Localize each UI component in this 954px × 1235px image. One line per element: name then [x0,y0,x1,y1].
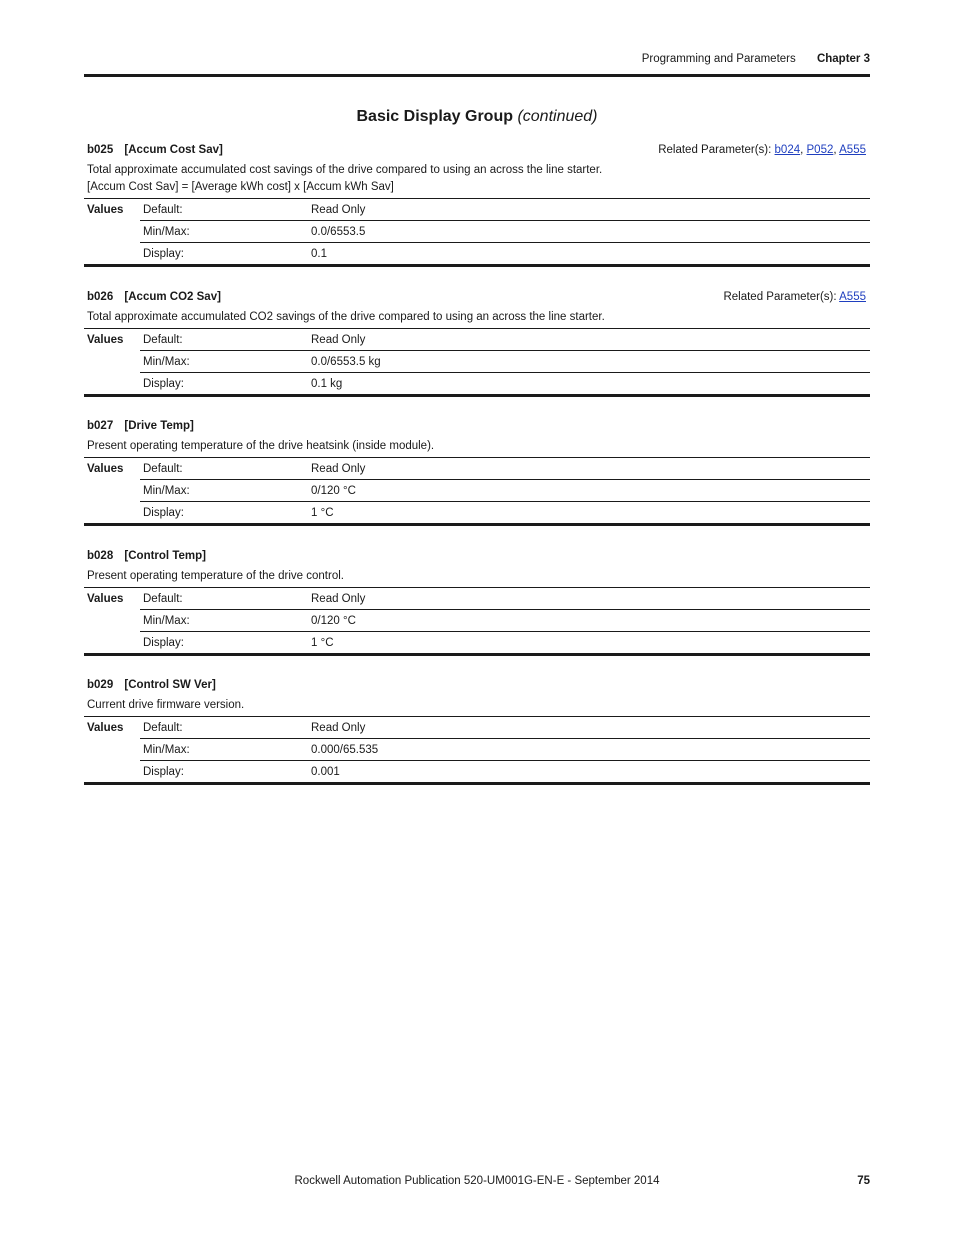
parameter-code: b028 [87,550,114,562]
table-row [84,373,870,396]
values-header: Values [84,588,140,610]
values-header: Values [84,329,140,351]
row-label: Display: [140,632,308,655]
description-line: Present operating temperature of the drive heatsink (inside module). [87,440,435,452]
row-value: Read Only [308,588,870,610]
row-label: Default: [140,588,308,610]
formula-line: [Accum Cost Sav] = [Average kWh cost] x [Accum kWh Sav] [87,181,394,193]
description-line: Total approximate accumulated cost savings of the drive compared to using an across the line starter. [87,164,603,176]
parameter-description [87,162,870,196]
row-value: 1 °C [308,632,870,655]
row-label: Min/Max: [140,221,308,243]
parameter-description [87,438,870,455]
row-label: Display: [140,373,308,396]
table-row [84,221,870,243]
description-line: Current drive firmware version. [87,699,245,711]
parameter-heading [84,417,870,435]
values-table [84,587,870,656]
table-row [84,329,870,351]
values-header: Values [84,458,140,480]
row-value: Read Only [308,458,870,480]
values-table [84,198,870,267]
parameter-name: [Control Temp] [124,550,206,562]
related-link-p052[interactable]: P052 [806,144,834,156]
table-row [84,761,870,784]
parameter-b025 [84,141,870,267]
parameter-heading [84,547,870,565]
parameter-name: [Accum Cost Sav] [124,144,223,156]
parameter-code: b025 [87,144,114,156]
group-title [84,108,870,126]
parameter-heading [84,676,870,694]
parameter-heading [84,288,870,306]
row-value: Read Only [308,329,870,351]
group-title-main: Basic Display Group [356,108,513,125]
group-title-continued: (continued) [517,108,598,125]
table-row [84,243,870,266]
values-table [84,457,870,526]
related-link-a555[interactable]: A555 [839,144,866,156]
publication-info: Rockwell Automation Publication 520-UM001G-EN-E - September 2014 [294,1175,660,1187]
related-parameters [723,288,866,306]
description-line: Present operating temperature of the drive control. [87,570,344,582]
parameter-name: [Drive Temp] [124,420,194,432]
related-label: Related Parameter(s): [658,144,772,156]
row-value: 0/120 °C [308,610,870,632]
row-label: Min/Max: [140,739,308,761]
parameter-name: [Control SW Ver] [124,679,216,691]
parameter-b028 [84,547,870,656]
parameter-description [87,568,870,585]
running-header [642,53,870,65]
row-label: Min/Max: [140,351,308,373]
table-row [84,458,870,480]
values-header: Values [84,199,140,221]
row-value: 0.000/65.535 [308,739,870,761]
chapter-label: Chapter 3 [816,53,870,65]
row-label: Min/Max: [140,610,308,632]
table-row [84,351,870,373]
parameter-b027 [84,417,870,526]
row-label: Default: [140,717,308,739]
row-label: Default: [140,458,308,480]
parameter-b026 [84,288,870,397]
table-row [84,739,870,761]
row-value: 0.001 [308,761,870,784]
description-line: Total approximate accumulated CO2 savings of the drive compared to using an across the line starter. [87,311,605,323]
row-value: Read Only [308,717,870,739]
parameter-code: b029 [87,679,114,691]
table-row [84,480,870,502]
values-table [84,328,870,397]
table-row [84,588,870,610]
row-label: Default: [140,329,308,351]
row-label: Display: [140,502,308,525]
row-value: 0.1 [308,243,870,266]
row-value: 0.0/6553.5 [308,221,870,243]
parameter-heading [84,141,870,159]
table-row [84,610,870,632]
values-table [84,716,870,785]
related-link-b024[interactable]: b024 [774,144,801,156]
values-header: Values [84,717,140,739]
table-row [84,502,870,525]
parameter-b029 [84,676,870,785]
parameter-description [87,697,870,714]
row-label: Display: [140,243,308,266]
related-link-a555[interactable]: A555 [839,291,866,303]
row-label: Display: [140,761,308,784]
parameter-code: b027 [87,420,114,432]
parameter-description [87,309,870,326]
row-label: Min/Max: [140,480,308,502]
table-row [84,199,870,221]
row-value: 1 °C [308,502,870,525]
page-number: 75 [857,1175,870,1187]
parameter-name: [Accum CO2 Sav] [124,291,221,303]
table-row [84,632,870,655]
row-value: 0.0/6553.5 kg [308,351,870,373]
table-row [84,717,870,739]
row-value: Read Only [308,199,870,221]
related-label: Related Parameter(s): [723,291,837,303]
row-value: 0.1 kg [308,373,870,396]
related-parameters: Related Parameter(s): b024, P052, A555 [658,144,866,156]
row-value: 0/120 °C [308,480,870,502]
header-rule [84,74,870,77]
parameter-code: b026 [87,291,114,303]
section-title: Programming and Parameters [641,53,796,65]
row-label: Default: [140,199,308,221]
